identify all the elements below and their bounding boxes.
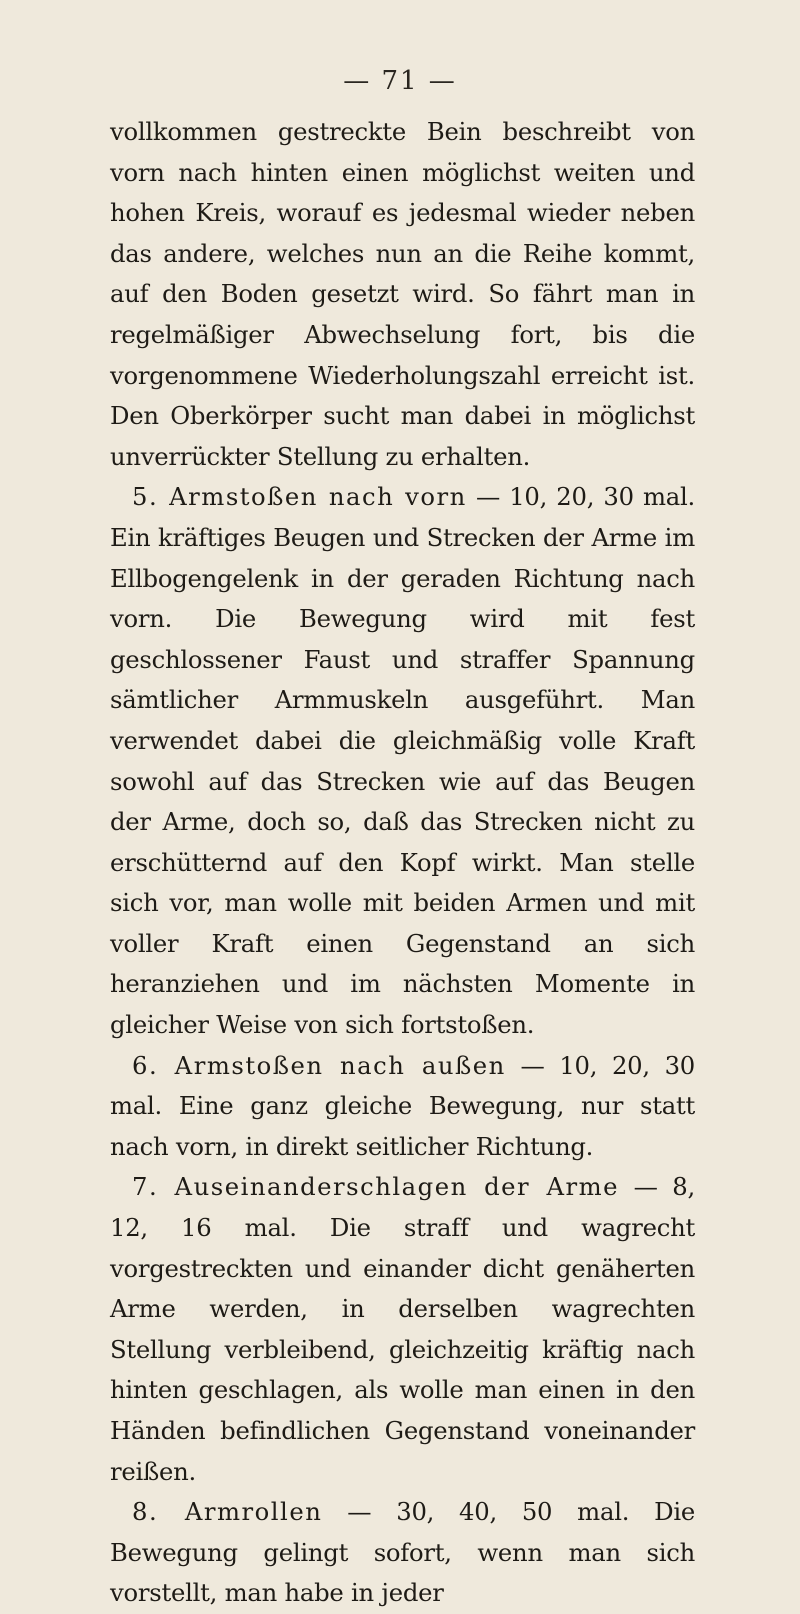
paragraph-text: — 30, 40, 50 mal. Die Bewegung gelingt sofort, wenn man sich vorstellt, man habe in jeder (110, 1497, 695, 1608)
paragraph-exercise-6 (110, 1046, 695, 1168)
exercise-title: 5. Armstoßen nach vorn (132, 482, 467, 512)
paragraph-text: vollkommen gestreckte Bein beschreibt von vorn nach hinten einen möglichst weiten und hohen Kreis, worauf es jedesmal wieder neben das andere, welches nun an die Reihe kommt, auf den Boden gesetzt wird. So fährt man in regelmäßiger Abwechselung fort, bis die vorgenommene Wiederholungszahl erreicht ist. Den Oberkörper sucht man dabei in möglichst unverrückter Stellung zu erhalten. (110, 117, 695, 471)
paragraph-text: — 10, 20, 30 mal. Ein kräftiges Beugen und Strecken der Arme im Ellbogengelenk in der geraden Richtung nach vorn. Die Bewegung wird mit fest geschlossener Faust und straffer Spannung sämtlicher Armmuskeln ausgeführt. Man verwendet dabei die gleichmäßig volle Kraft sowohl auf das Strecken wie auf das Beugen der Arme, doch so, daß das Strecken nicht zu erschütternd auf den Kopf wirkt. Man stelle sich vor, man wolle mit beiden Armen und mit voller Kraft einen Gegenstand an sich heranziehen und im nächsten Momente in gleicher Weise von sich fortstoßen. (110, 482, 695, 1040)
paragraph-text: — 10, 20, 30 mal. Eine ganz gleiche Bewegung, nur statt nach vorn, in direkt seitlicher Richtung. (110, 1050, 696, 1161)
paragraph-continuation (110, 112, 695, 477)
body-text (110, 112, 695, 1614)
paragraph-text: — 8, 12, 16 mal. Die straff und wagrecht vorgestreckten und einander dicht genäherten Arme werden, in derselben wagrechten Stellung verbleibend, gleichzeitig kräftig nach hinten geschlagen, als wolle man einen in den Händen befindlichen Gegenstand voneinander reißen. (110, 1172, 695, 1486)
exercise-title: 6. Armstoßen nach außen (132, 1050, 506, 1080)
exercise-title: 7. Auseinanderschlagen der Arme (132, 1172, 620, 1202)
exercise-title: 8. Armrollen (132, 1497, 323, 1527)
paragraph-exercise-5 (110, 477, 695, 1045)
paragraph-exercise-8 (110, 1492, 695, 1614)
paragraph-exercise-7 (110, 1167, 695, 1492)
page-number: — 71 — (343, 66, 457, 96)
